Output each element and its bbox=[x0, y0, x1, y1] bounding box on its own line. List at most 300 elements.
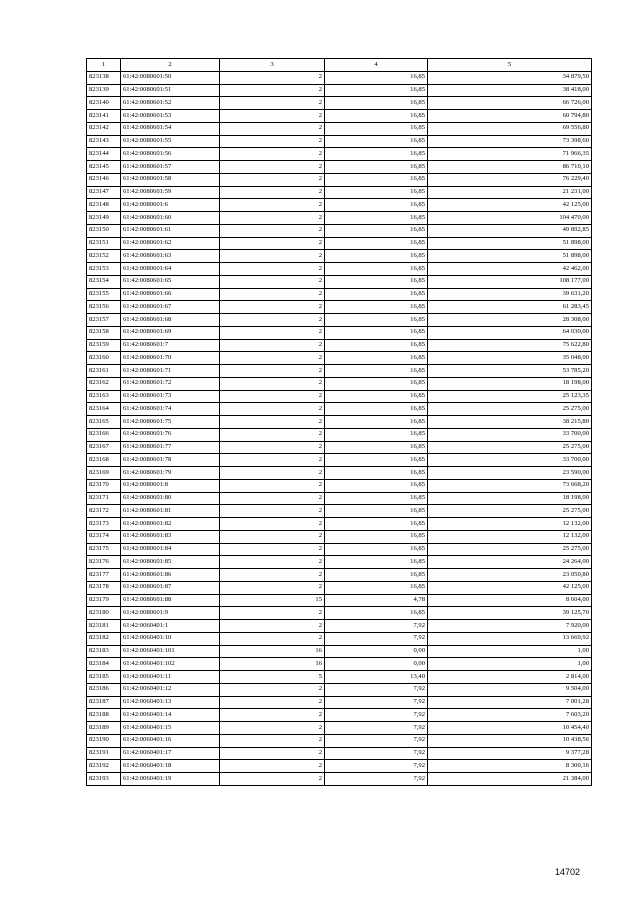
table-row bbox=[87, 530, 592, 543]
table-row bbox=[87, 441, 592, 454]
cell-col-1: 823154 bbox=[87, 275, 121, 288]
cell-col-2: 61:42:0080601:86 bbox=[121, 569, 220, 582]
cell-col-2: 61:42:0080601:63 bbox=[121, 250, 220, 263]
table-row bbox=[87, 135, 592, 148]
cell-col-1: 823146 bbox=[87, 173, 121, 186]
cell-col-1: 823150 bbox=[87, 224, 121, 237]
cell-col-1: 823165 bbox=[87, 416, 121, 429]
cell-col-4: 16,85 bbox=[325, 186, 428, 199]
cell-col-4: 7,92 bbox=[325, 773, 428, 786]
cell-col-1: 823185 bbox=[87, 671, 121, 684]
cell-col-4: 16,85 bbox=[325, 288, 428, 301]
cell-col-5: 104 470,00 bbox=[428, 212, 592, 225]
cell-col-4: 16,85 bbox=[325, 263, 428, 276]
table-row bbox=[87, 696, 592, 709]
cell-col-4: 16,85 bbox=[325, 301, 428, 314]
cell-col-2: 61:42:0080601:83 bbox=[121, 530, 220, 543]
cell-col-4: 16,85 bbox=[325, 199, 428, 212]
cell-col-1: 823160 bbox=[87, 352, 121, 365]
cell-col-1: 823162 bbox=[87, 377, 121, 390]
cell-col-5: 35 048,00 bbox=[428, 352, 592, 365]
cell-col-2: 61:42:0060401:14 bbox=[121, 709, 220, 722]
cell-col-3: 15 bbox=[220, 594, 325, 607]
cell-col-1: 823164 bbox=[87, 403, 121, 416]
cell-col-5: 34 879,50 bbox=[428, 71, 592, 84]
cell-col-3: 2 bbox=[220, 71, 325, 84]
cell-col-5: 9 504,00 bbox=[428, 683, 592, 696]
cell-col-5: 69 556,80 bbox=[428, 122, 592, 135]
cell-col-5: 33 700,00 bbox=[428, 454, 592, 467]
cell-col-4: 7,92 bbox=[325, 734, 428, 747]
cell-col-1: 823151 bbox=[87, 237, 121, 250]
cell-col-4: 16,85 bbox=[325, 352, 428, 365]
cell-col-3: 2 bbox=[220, 173, 325, 186]
cell-col-2: 61:42:0080601:72 bbox=[121, 377, 220, 390]
cell-col-3: 2 bbox=[220, 632, 325, 645]
column-header-5: 5 bbox=[428, 59, 592, 72]
cell-col-5: 64 030,00 bbox=[428, 326, 592, 339]
cell-col-3: 2 bbox=[220, 734, 325, 747]
cell-col-2: 61:42:0080601:7 bbox=[121, 339, 220, 352]
cell-col-5: 21 231,00 bbox=[428, 186, 592, 199]
cell-col-5: 9 377,28 bbox=[428, 747, 592, 760]
cell-col-5: 61 283,45 bbox=[428, 301, 592, 314]
table-row bbox=[87, 658, 592, 671]
cell-col-4: 7,92 bbox=[325, 747, 428, 760]
cell-col-4: 7,92 bbox=[325, 760, 428, 773]
cell-col-5: 76 229,40 bbox=[428, 173, 592, 186]
cell-col-2: 61:42:0080601:84 bbox=[121, 543, 220, 556]
cell-col-3: 2 bbox=[220, 352, 325, 365]
cell-col-3: 2 bbox=[220, 275, 325, 288]
cell-col-3: 2 bbox=[220, 161, 325, 174]
cell-col-5: 25 275,00 bbox=[428, 543, 592, 556]
cell-col-5: 7 920,00 bbox=[428, 620, 592, 633]
cell-col-2: 61:42:0060401:13 bbox=[121, 696, 220, 709]
cell-col-2: 61:42:0080601:73 bbox=[121, 390, 220, 403]
cell-col-5: 42 462,00 bbox=[428, 263, 592, 276]
cell-col-1: 823161 bbox=[87, 365, 121, 378]
cell-col-3: 2 bbox=[220, 454, 325, 467]
table-row bbox=[87, 543, 592, 556]
column-header-1: 1 bbox=[87, 59, 121, 72]
cell-col-4: 16,85 bbox=[325, 212, 428, 225]
cell-col-1: 823149 bbox=[87, 212, 121, 225]
cell-col-4: 16,85 bbox=[325, 339, 428, 352]
cell-col-1: 823178 bbox=[87, 581, 121, 594]
table-row bbox=[87, 683, 592, 696]
table-row bbox=[87, 632, 592, 645]
cell-col-1: 823153 bbox=[87, 263, 121, 276]
table-row bbox=[87, 237, 592, 250]
cell-col-2: 61:42:0080601:78 bbox=[121, 454, 220, 467]
cell-col-2: 61:42:0080601:74 bbox=[121, 403, 220, 416]
cell-col-3: 2 bbox=[220, 760, 325, 773]
cell-col-4: 7,92 bbox=[325, 722, 428, 735]
cell-col-2: 61:42:0080601:71 bbox=[121, 365, 220, 378]
cell-col-1: 823147 bbox=[87, 186, 121, 199]
table-row bbox=[87, 645, 592, 658]
cell-col-4: 16,85 bbox=[325, 454, 428, 467]
table-row bbox=[87, 428, 592, 441]
cell-col-2: 61:42:0080601:77 bbox=[121, 441, 220, 454]
cell-col-5: 25 275,00 bbox=[428, 403, 592, 416]
cell-col-4: 16,85 bbox=[325, 441, 428, 454]
cell-col-2: 61:42:0080601:88 bbox=[121, 594, 220, 607]
table-row bbox=[87, 671, 592, 684]
cell-col-2: 61:42:0080601:62 bbox=[121, 237, 220, 250]
cell-col-1: 823168 bbox=[87, 454, 121, 467]
cell-col-4: 16,85 bbox=[325, 148, 428, 161]
cell-col-4: 4,78 bbox=[325, 594, 428, 607]
cell-col-5: 8 604,00 bbox=[428, 594, 592, 607]
cell-col-3: 2 bbox=[220, 530, 325, 543]
cell-col-4: 7,92 bbox=[325, 709, 428, 722]
cell-col-5: 86 710,10 bbox=[428, 161, 592, 174]
cell-col-1: 823190 bbox=[87, 734, 121, 747]
cell-col-2: 61:42:0060401:17 bbox=[121, 747, 220, 760]
table-row bbox=[87, 365, 592, 378]
cell-col-3: 2 bbox=[220, 365, 325, 378]
cell-col-1: 823138 bbox=[87, 71, 121, 84]
cell-col-4: 13,40 bbox=[325, 671, 428, 684]
column-header-2: 2 bbox=[121, 59, 220, 72]
cell-col-5: 12 132,00 bbox=[428, 518, 592, 531]
cell-col-4: 16,85 bbox=[325, 492, 428, 505]
cell-col-2: 61:42:0060401:102 bbox=[121, 658, 220, 671]
cell-col-3: 2 bbox=[220, 84, 325, 97]
cell-col-1: 823166 bbox=[87, 428, 121, 441]
cell-col-3: 2 bbox=[220, 479, 325, 492]
cell-col-5: 1,00 bbox=[428, 658, 592, 671]
table-row bbox=[87, 773, 592, 786]
cell-col-3: 2 bbox=[220, 747, 325, 760]
cell-col-3: 2 bbox=[220, 505, 325, 518]
cell-col-5: 60 794,80 bbox=[428, 110, 592, 123]
cell-col-4: 16,85 bbox=[325, 250, 428, 263]
cell-col-1: 823191 bbox=[87, 747, 121, 760]
cell-col-1: 823148 bbox=[87, 199, 121, 212]
column-header-4: 4 bbox=[325, 59, 428, 72]
cell-col-5: 24 264,00 bbox=[428, 556, 592, 569]
table-row bbox=[87, 377, 592, 390]
cell-col-4: 16,85 bbox=[325, 556, 428, 569]
cell-col-2: 61:42:0060401:11 bbox=[121, 671, 220, 684]
table-row bbox=[87, 734, 592, 747]
table-row bbox=[87, 709, 592, 722]
cell-col-3: 2 bbox=[220, 773, 325, 786]
cell-col-4: 16,85 bbox=[325, 365, 428, 378]
cell-col-1: 823184 bbox=[87, 658, 121, 671]
cell-col-5: 38 418,00 bbox=[428, 84, 592, 97]
cell-col-5: 2 814,00 bbox=[428, 671, 592, 684]
cell-col-5: 38 215,80 bbox=[428, 416, 592, 429]
cell-col-3: 2 bbox=[220, 314, 325, 327]
table-row bbox=[87, 352, 592, 365]
page-number: 14702 bbox=[555, 867, 581, 877]
cell-col-5: 21 384,00 bbox=[428, 773, 592, 786]
table-row bbox=[87, 186, 592, 199]
cell-col-3: 2 bbox=[220, 441, 325, 454]
cell-col-1: 823156 bbox=[87, 301, 121, 314]
cell-col-4: 16,85 bbox=[325, 122, 428, 135]
cell-col-5: 39 631,20 bbox=[428, 288, 592, 301]
cell-col-2: 61:42:0080601:55 bbox=[121, 135, 220, 148]
cell-col-1: 823193 bbox=[87, 773, 121, 786]
cell-col-1: 823189 bbox=[87, 722, 121, 735]
cell-col-2: 61:42:0060401:101 bbox=[121, 645, 220, 658]
cell-col-1: 823181 bbox=[87, 620, 121, 633]
table-row bbox=[87, 556, 592, 569]
cell-col-4: 7,92 bbox=[325, 620, 428, 633]
cell-col-1: 823187 bbox=[87, 696, 121, 709]
table-row bbox=[87, 454, 592, 467]
cell-col-1: 823186 bbox=[87, 683, 121, 696]
cell-col-5: 8 300,16 bbox=[428, 760, 592, 773]
cell-col-4: 16,85 bbox=[325, 479, 428, 492]
cell-col-4: 7,92 bbox=[325, 683, 428, 696]
cell-col-1: 823176 bbox=[87, 556, 121, 569]
cell-col-5: 71 966,35 bbox=[428, 148, 592, 161]
cell-col-4: 16,85 bbox=[325, 84, 428, 97]
cell-col-3: 2 bbox=[220, 390, 325, 403]
cell-col-5: 28 308,00 bbox=[428, 314, 592, 327]
cell-col-4: 16,85 bbox=[325, 467, 428, 480]
cell-col-4: 16,85 bbox=[325, 377, 428, 390]
table-row bbox=[87, 84, 592, 97]
cell-col-4: 16,85 bbox=[325, 326, 428, 339]
cell-col-3: 2 bbox=[220, 416, 325, 429]
table-row bbox=[87, 760, 592, 773]
table-row bbox=[87, 161, 592, 174]
cell-col-1: 823172 bbox=[87, 505, 121, 518]
cell-col-4: 16,85 bbox=[325, 505, 428, 518]
cell-col-2: 61:42:0080601:61 bbox=[121, 224, 220, 237]
cell-col-3: 2 bbox=[220, 224, 325, 237]
table-row bbox=[87, 722, 592, 735]
cell-col-2: 61:42:0080601:79 bbox=[121, 467, 220, 480]
table-row bbox=[87, 224, 592, 237]
cell-col-1: 823174 bbox=[87, 530, 121, 543]
cell-col-4: 16,85 bbox=[325, 161, 428, 174]
cell-col-1: 823141 bbox=[87, 110, 121, 123]
cell-col-4: 16,85 bbox=[325, 607, 428, 620]
cell-col-3: 2 bbox=[220, 326, 325, 339]
cell-col-2: 61:42:0060401:19 bbox=[121, 773, 220, 786]
cell-col-3: 2 bbox=[220, 518, 325, 531]
cell-col-5: 33 700,00 bbox=[428, 428, 592, 441]
cell-col-3: 2 bbox=[220, 199, 325, 212]
cell-col-3: 2 bbox=[220, 428, 325, 441]
cell-col-4: 0,00 bbox=[325, 645, 428, 658]
cell-col-2: 61:42:0080601:64 bbox=[121, 263, 220, 276]
cell-col-5: 73 668,20 bbox=[428, 479, 592, 492]
cell-col-3: 2 bbox=[220, 696, 325, 709]
table-row bbox=[87, 314, 592, 327]
table-row bbox=[87, 505, 592, 518]
cell-col-5: 42 125,00 bbox=[428, 199, 592, 212]
cell-col-4: 16,85 bbox=[325, 135, 428, 148]
cell-col-4: 16,85 bbox=[325, 518, 428, 531]
table-row bbox=[87, 479, 592, 492]
cell-col-3: 2 bbox=[220, 186, 325, 199]
cell-col-2: 61:42:0060401:1 bbox=[121, 620, 220, 633]
cell-col-3: 16 bbox=[220, 645, 325, 658]
table-row bbox=[87, 326, 592, 339]
cell-col-2: 61:42:0060401:12 bbox=[121, 683, 220, 696]
table-row bbox=[87, 212, 592, 225]
cell-col-2: 61:42:0080601:65 bbox=[121, 275, 220, 288]
cell-col-3: 5 bbox=[220, 671, 325, 684]
cell-col-5: 53 785,20 bbox=[428, 365, 592, 378]
cell-col-3: 2 bbox=[220, 263, 325, 276]
cell-col-1: 823157 bbox=[87, 314, 121, 327]
column-header-3: 3 bbox=[220, 59, 325, 72]
cell-col-5: 7 001,28 bbox=[428, 696, 592, 709]
cell-col-1: 823179 bbox=[87, 594, 121, 607]
table-row bbox=[87, 569, 592, 582]
cell-col-3: 2 bbox=[220, 620, 325, 633]
cell-col-3: 2 bbox=[220, 377, 325, 390]
table-row bbox=[87, 403, 592, 416]
cell-col-3: 2 bbox=[220, 543, 325, 556]
cell-col-2: 61:42:0080601:52 bbox=[121, 97, 220, 110]
cell-col-3: 2 bbox=[220, 467, 325, 480]
cell-col-3: 2 bbox=[220, 607, 325, 620]
cell-col-2: 61:42:0060401:16 bbox=[121, 734, 220, 747]
table-body bbox=[87, 71, 592, 785]
cell-col-4: 16,85 bbox=[325, 428, 428, 441]
table-row bbox=[87, 148, 592, 161]
cell-col-3: 2 bbox=[220, 97, 325, 110]
cell-col-5: 25 275,00 bbox=[428, 441, 592, 454]
cell-col-2: 61:42:0080601:85 bbox=[121, 556, 220, 569]
table-header bbox=[87, 59, 592, 72]
cell-col-2: 61:42:0080601:51 bbox=[121, 84, 220, 97]
cell-col-3: 2 bbox=[220, 569, 325, 582]
cell-col-5: 18 198,00 bbox=[428, 377, 592, 390]
cell-col-3: 2 bbox=[220, 122, 325, 135]
table-row bbox=[87, 110, 592, 123]
cell-col-2: 61:42:0080601:53 bbox=[121, 110, 220, 123]
cell-col-1: 823182 bbox=[87, 632, 121, 645]
cell-col-3: 2 bbox=[220, 110, 325, 123]
cell-col-3: 2 bbox=[220, 709, 325, 722]
cell-col-1: 823171 bbox=[87, 492, 121, 505]
cell-col-1: 823173 bbox=[87, 518, 121, 531]
cell-col-5: 42 125,00 bbox=[428, 581, 592, 594]
cell-col-4: 16,85 bbox=[325, 71, 428, 84]
cell-col-1: 823167 bbox=[87, 441, 121, 454]
table-row bbox=[87, 747, 592, 760]
cell-col-4: 16,85 bbox=[325, 390, 428, 403]
header-row bbox=[87, 59, 592, 72]
table-row bbox=[87, 97, 592, 110]
cell-col-2: 61:42:0060401:15 bbox=[121, 722, 220, 735]
cell-col-1: 823192 bbox=[87, 760, 121, 773]
cell-col-3: 2 bbox=[220, 135, 325, 148]
cell-col-1: 823169 bbox=[87, 467, 121, 480]
cell-col-2: 61:42:0080601:56 bbox=[121, 148, 220, 161]
data-table bbox=[86, 58, 592, 786]
table-row bbox=[87, 581, 592, 594]
cell-col-4: 7,92 bbox=[325, 696, 428, 709]
cell-col-4: 16,85 bbox=[325, 530, 428, 543]
cell-col-1: 823175 bbox=[87, 543, 121, 556]
cell-col-3: 2 bbox=[220, 250, 325, 263]
cell-col-4: 16,85 bbox=[325, 237, 428, 250]
cell-col-3: 2 bbox=[220, 403, 325, 416]
cell-col-1: 823152 bbox=[87, 250, 121, 263]
table-row bbox=[87, 71, 592, 84]
cell-col-2: 61:42:0080601:87 bbox=[121, 581, 220, 594]
cell-col-3: 2 bbox=[220, 212, 325, 225]
cell-col-5: 12 132,00 bbox=[428, 530, 592, 543]
cell-col-5: 10 438,56 bbox=[428, 734, 592, 747]
cell-col-5: 1,00 bbox=[428, 645, 592, 658]
table-row bbox=[87, 122, 592, 135]
table-row bbox=[87, 173, 592, 186]
cell-col-1: 823177 bbox=[87, 569, 121, 582]
cell-col-5: 13 669,92 bbox=[428, 632, 592, 645]
cell-col-3: 2 bbox=[220, 301, 325, 314]
table-row bbox=[87, 518, 592, 531]
cell-col-2: 61:42:0080601:70 bbox=[121, 352, 220, 365]
cell-col-5: 39 125,70 bbox=[428, 607, 592, 620]
table-row bbox=[87, 492, 592, 505]
cell-col-5: 23 050,80 bbox=[428, 569, 592, 582]
cell-col-3: 2 bbox=[220, 339, 325, 352]
cell-col-5: 18 198,00 bbox=[428, 492, 592, 505]
cell-col-4: 16,85 bbox=[325, 581, 428, 594]
cell-col-2: 61:42:0080601:9 bbox=[121, 607, 220, 620]
table-row bbox=[87, 416, 592, 429]
cell-col-4: 7,92 bbox=[325, 632, 428, 645]
cell-col-4: 16,85 bbox=[325, 543, 428, 556]
cell-col-3: 2 bbox=[220, 581, 325, 594]
table-row bbox=[87, 390, 592, 403]
table-row bbox=[87, 275, 592, 288]
cell-col-4: 0,00 bbox=[325, 658, 428, 671]
cell-col-2: 61:42:0080601:69 bbox=[121, 326, 220, 339]
cell-col-5: 10 454,40 bbox=[428, 722, 592, 735]
cell-col-1: 823144 bbox=[87, 148, 121, 161]
cell-col-2: 61:42:0080601:57 bbox=[121, 161, 220, 174]
table-row bbox=[87, 594, 592, 607]
table-row bbox=[87, 199, 592, 212]
cell-col-1: 823143 bbox=[87, 135, 121, 148]
cell-col-3: 2 bbox=[220, 683, 325, 696]
cell-col-1: 823158 bbox=[87, 326, 121, 339]
cell-col-4: 16,85 bbox=[325, 403, 428, 416]
cell-col-4: 16,85 bbox=[325, 416, 428, 429]
cell-col-4: 16,85 bbox=[325, 314, 428, 327]
cell-col-5: 25 123,35 bbox=[428, 390, 592, 403]
table-row bbox=[87, 263, 592, 276]
cell-col-5: 7 603,20 bbox=[428, 709, 592, 722]
cell-col-3: 2 bbox=[220, 148, 325, 161]
cell-col-2: 61:42:0080601:58 bbox=[121, 173, 220, 186]
cell-col-5: 73 398,60 bbox=[428, 135, 592, 148]
cell-col-3: 2 bbox=[220, 288, 325, 301]
cell-col-2: 61:42:0080601:60 bbox=[121, 212, 220, 225]
cell-col-2: 61:42:0080601:75 bbox=[121, 416, 220, 429]
table-row bbox=[87, 288, 592, 301]
table-row bbox=[87, 467, 592, 480]
cell-col-1: 823163 bbox=[87, 390, 121, 403]
cell-col-3: 2 bbox=[220, 237, 325, 250]
cell-col-4: 16,85 bbox=[325, 173, 428, 186]
